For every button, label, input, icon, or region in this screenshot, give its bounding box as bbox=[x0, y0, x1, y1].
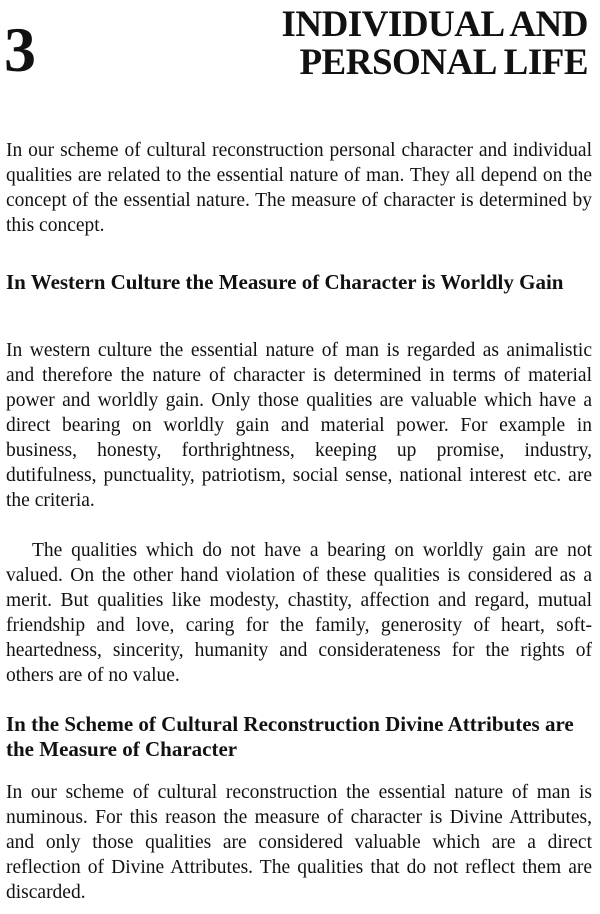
chapter-title bbox=[168, 6, 588, 82]
chapter-number: 3 bbox=[4, 14, 36, 85]
chapter-title-line-1: INDIVIDUAL AND bbox=[281, 4, 588, 45]
western-culture-paragraph-2: The qualities which do not have a bearing on worldly gain are not valued. On the other hand violation of these qualities is considered as a merit. But qualities like modesty, chastity, affection and regard, mutual friendship and love, caring for the family, generosity of heart, soft-heartedness, sincerity, humanity and considerateness for the rights of others are of no value. bbox=[6, 540, 592, 686]
divine-attributes-paragraph-1: In our scheme of cultural reconstruction the essential nature of man is numinous. For this reason the measure of character is Divine Attributes, and only those qualities are considered valuable which are a direct reflection of Divine Attributes. The qualities that do not reflect them are discarded. bbox=[6, 782, 592, 903]
intro-paragraph: In our scheme of cultural reconstruction personal character and individual qualities are related to the essential nature of man. They all depend on the concept of the essential nature. The measure of character is determined by this concept. bbox=[6, 140, 592, 236]
section-heading-western-culture: In Western Culture the Measure of Character is Worldly Gain bbox=[6, 270, 564, 294]
western-culture-paragraph-1: In western culture the essential nature of man is regarded as animalistic and therefore the nature of character is determined in terms of material power and worldly gain. Only those qualities are valuable which have a direct bearing on worldly gain and material power. For example in business, honesty, forthrightness, keeping up promise, industry, dutifulness, punctuality, patriotism, social sense, national interest etc. are the criteria. bbox=[6, 340, 592, 511]
section-heading-divine-attributes: In the Scheme of Cultural Reconstruction Divine Attributes are the Measure of Character bbox=[6, 712, 574, 761]
chapter-title-line-2: PERSONAL LIFE bbox=[299, 42, 588, 83]
